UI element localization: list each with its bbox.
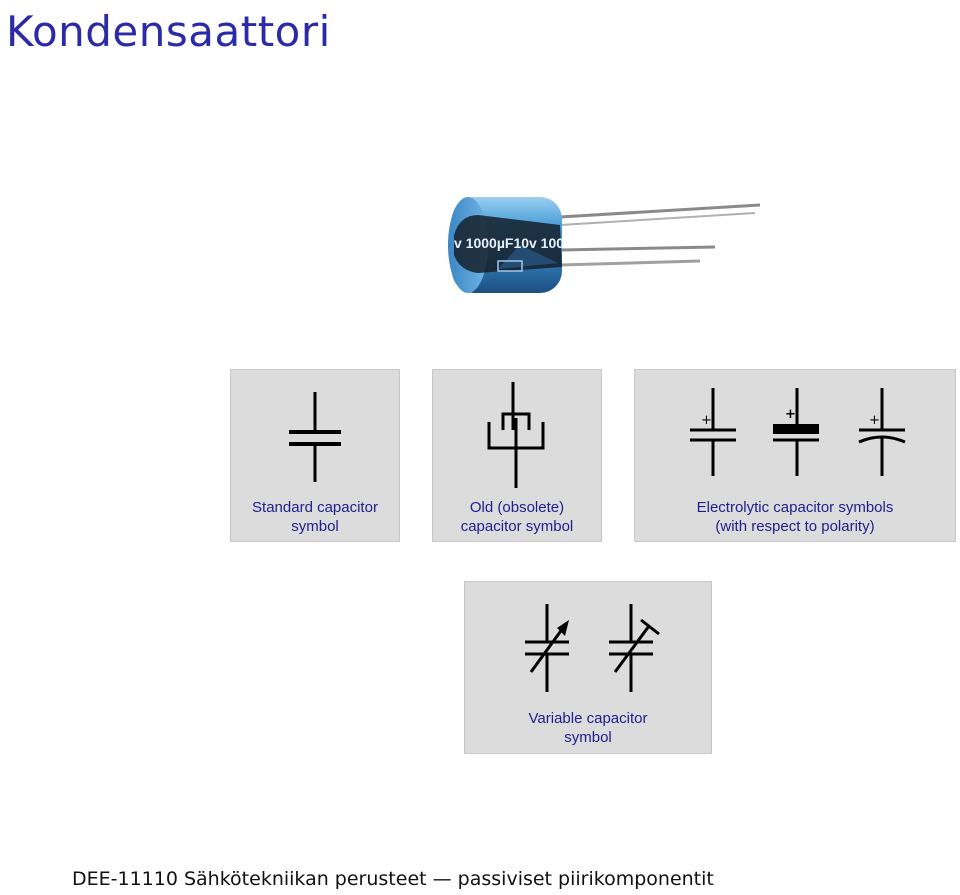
- plus-sign: +: [701, 413, 712, 428]
- capacitor-label: v 1000µF10v 100: [454, 235, 565, 251]
- panel-standard-capacitor: [230, 369, 400, 542]
- electrolytic-symbol-1-icon: [690, 388, 736, 476]
- slide-title: Kondensaattori: [6, 7, 331, 56]
- panel-old-capacitor: [432, 369, 602, 542]
- slide-footer: DEE-11110 Sähkötekniikan perusteet — passiviset piirikomponentit: [72, 868, 714, 890]
- plus-sign: +: [869, 413, 880, 428]
- panel-caption-line2: capacitor symbol: [460, 518, 574, 535]
- variable-capacitor-arrow-icon: [525, 604, 569, 692]
- capacitor-photo: [420, 185, 780, 310]
- panel-electrolytic-capacitors: [634, 369, 956, 542]
- electrolytic-symbol-3-icon: [859, 388, 905, 476]
- panel-caption-line2: symbol: [564, 729, 612, 746]
- panel-caption-line1: Old (obsolete): [469, 499, 565, 516]
- variable-capacitor-trimmer-icon: [609, 604, 659, 692]
- panel-caption-line1: Variable capacitor: [528, 710, 648, 727]
- plus-sign: +: [785, 407, 796, 422]
- panel-caption-line1: Electrolytic capacitor symbols: [696, 499, 894, 516]
- panel-caption-line1: Standard capacitor: [252, 499, 378, 516]
- panel-variable-capacitor: [464, 581, 712, 754]
- panel-caption-line2: symbol: [291, 518, 339, 535]
- electrolytic-symbol-2-icon: [773, 388, 819, 476]
- panel-caption-line2: (with respect to polarity): [715, 518, 875, 535]
